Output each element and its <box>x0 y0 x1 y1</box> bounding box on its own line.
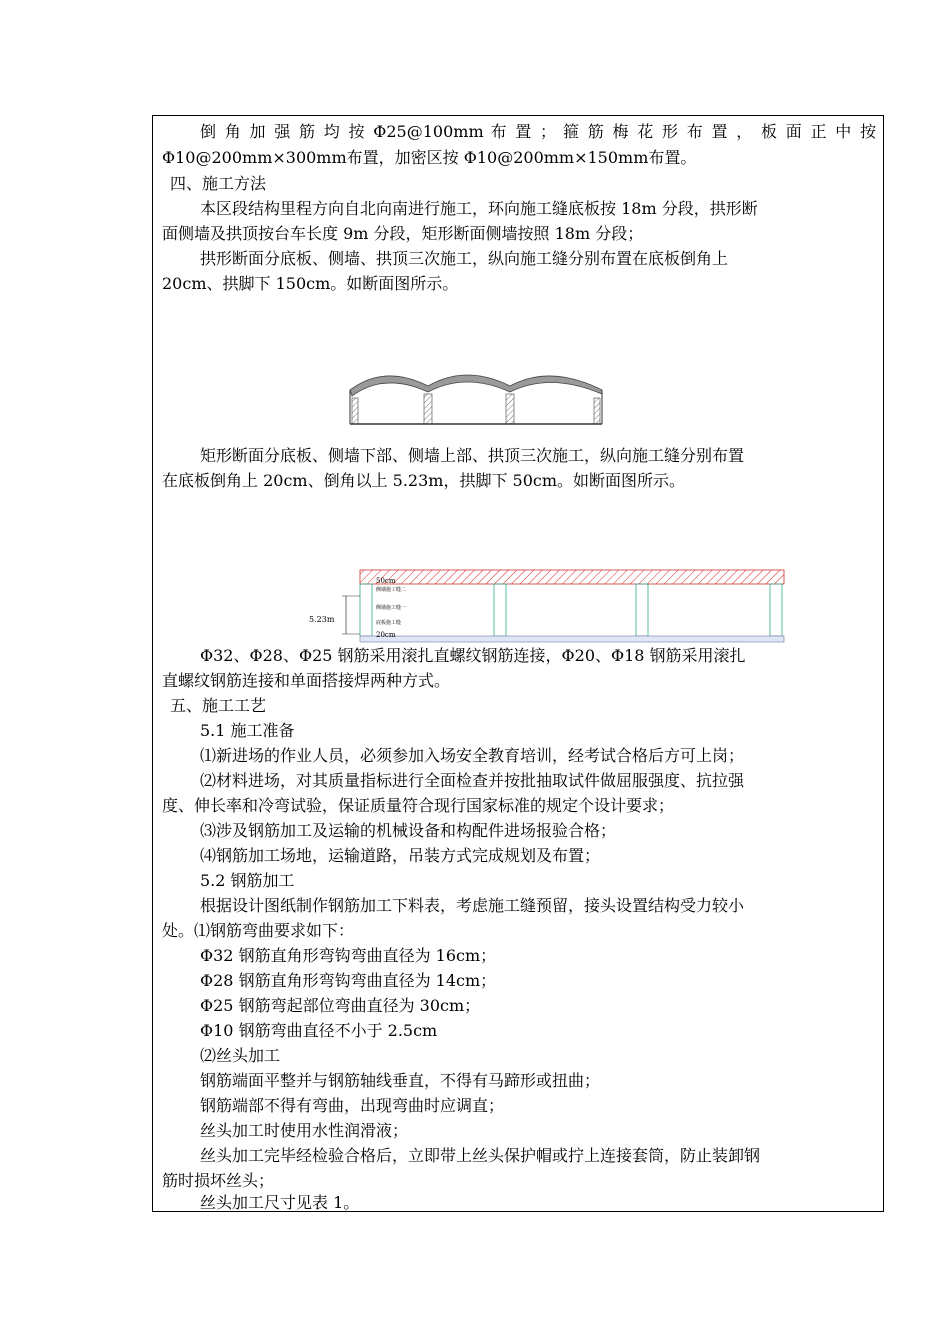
text-line: Φ10@200mm×300mm布置，加密区按 Φ10@200mm×150mm布置。 <box>162 148 697 167</box>
arch-section-figure <box>340 368 620 428</box>
text-line: 直螺纹钢筋连接和单面搭接焊两种方式。 <box>162 671 451 690</box>
text-line: 本区段结构里程方向自北向南进行施工，环向施工缝底板按 18m 分段，拱形断 <box>200 199 758 218</box>
text-line: ⑶涉及钢筋加工及运输的机械设备和构配件进场报验合格； <box>200 821 617 840</box>
text-line: ⑵丝头加工 <box>200 1046 281 1065</box>
text-line: 20cm、拱脚下 150cm。如断面图所示。 <box>162 274 459 293</box>
text-line: 丝头加工完毕经检验合格后，立即带上丝头保护帽或拧上连接套筒，防止装卸钢 <box>200 1146 761 1165</box>
text-line: 钢筋端面平整并与钢筋轴线垂直，不得有马蹄形或扭曲； <box>200 1071 601 1090</box>
text-line: Φ32 钢筋直角形弯钩弯曲直径为 16cm； <box>200 946 497 965</box>
text-line: 矩形断面分底板、侧墙下部、侧墙上部、拱顶三次施工，纵向施工缝分别布置 <box>200 446 745 465</box>
text-line: 拱形断面分底板、侧墙、拱顶三次施工，纵向施工缝分别布置在底板倒角上 <box>200 249 729 268</box>
text-line: Φ25 钢筋弯起部位弯曲直径为 30cm； <box>200 996 481 1015</box>
top-dimension-label: 50cm <box>376 577 396 585</box>
joint-label: 侧墙施工缝二 <box>376 587 407 593</box>
text-line: Φ32、Φ28、Φ25 钢筋采用滚扎直螺纹钢筋连接，Φ20、Φ18 钢筋采用滚扎 <box>200 646 746 665</box>
section-heading: 四、施工方法 <box>170 174 267 193</box>
text-line: ⑵材料进场，对其质量指标进行全面检查并按批抽取试件做屈服强度、抗拉强 <box>200 771 745 790</box>
text-line: 处。⑴钢筋弯曲要求如下： <box>162 921 355 940</box>
subsection-heading: 5.1 施工准备 <box>200 721 295 740</box>
text-line: 在底板倒角上 20cm、倒角以上 5.23m，拱脚下 50cm。如断面图所示。 <box>162 471 686 490</box>
text-line: 倒 角 加 强 筋 均 按 Φ25@100mm 布 置 ； 箍 筋 梅 花 形 布 置 ， 板 面 正 中 按 <box>200 122 876 141</box>
subsection-heading: 5.2 钢筋加工 <box>200 871 295 890</box>
text-line: ⑷钢筋加工场地，运输道路，吊装方式完成规划及布置； <box>200 846 601 865</box>
text-line: 根据设计图纸制作钢筋加工下料表，考虑施工缝预留，接头设置结构受力较小 <box>200 896 745 915</box>
text-line: 丝头加工尺寸见表 1。 <box>200 1193 360 1212</box>
text-line: 筋时损坏丝头； <box>162 1171 275 1190</box>
text-line: Φ10 钢筋弯曲直径不小于 2.5cm <box>200 1021 438 1040</box>
joint-label: 底板施工缝 <box>376 620 402 626</box>
joint-label: 侧墙施工缝一 <box>376 605 407 611</box>
text-line: 丝头加工时使用水性润滑液； <box>200 1121 409 1140</box>
rectangular-section-figure <box>300 566 800 646</box>
section-heading: 五、施工工艺 <box>170 696 267 715</box>
text-line: 度、伸长率和冷弯试验，保证质量符合现行国家标准的规定个设计要求； <box>162 796 675 815</box>
text-line: ⑴新进场的作业人员，必须参加入场安全教育培训，经考试合格后方可上岗； <box>200 746 745 765</box>
text-line: Φ28 钢筋直角形弯钩弯曲直径为 14cm； <box>200 971 497 990</box>
bottom-dimension-label: 20cm <box>376 631 396 639</box>
text-line: 钢筋端部不得有弯曲，出现弯曲时应调直； <box>200 1096 505 1115</box>
text-line: 面侧墙及拱顶按台车长度 9m 分段，矩形断面侧墙按照 18m 分段； <box>162 224 644 243</box>
height-dimension-label: 5.23m <box>309 615 335 624</box>
